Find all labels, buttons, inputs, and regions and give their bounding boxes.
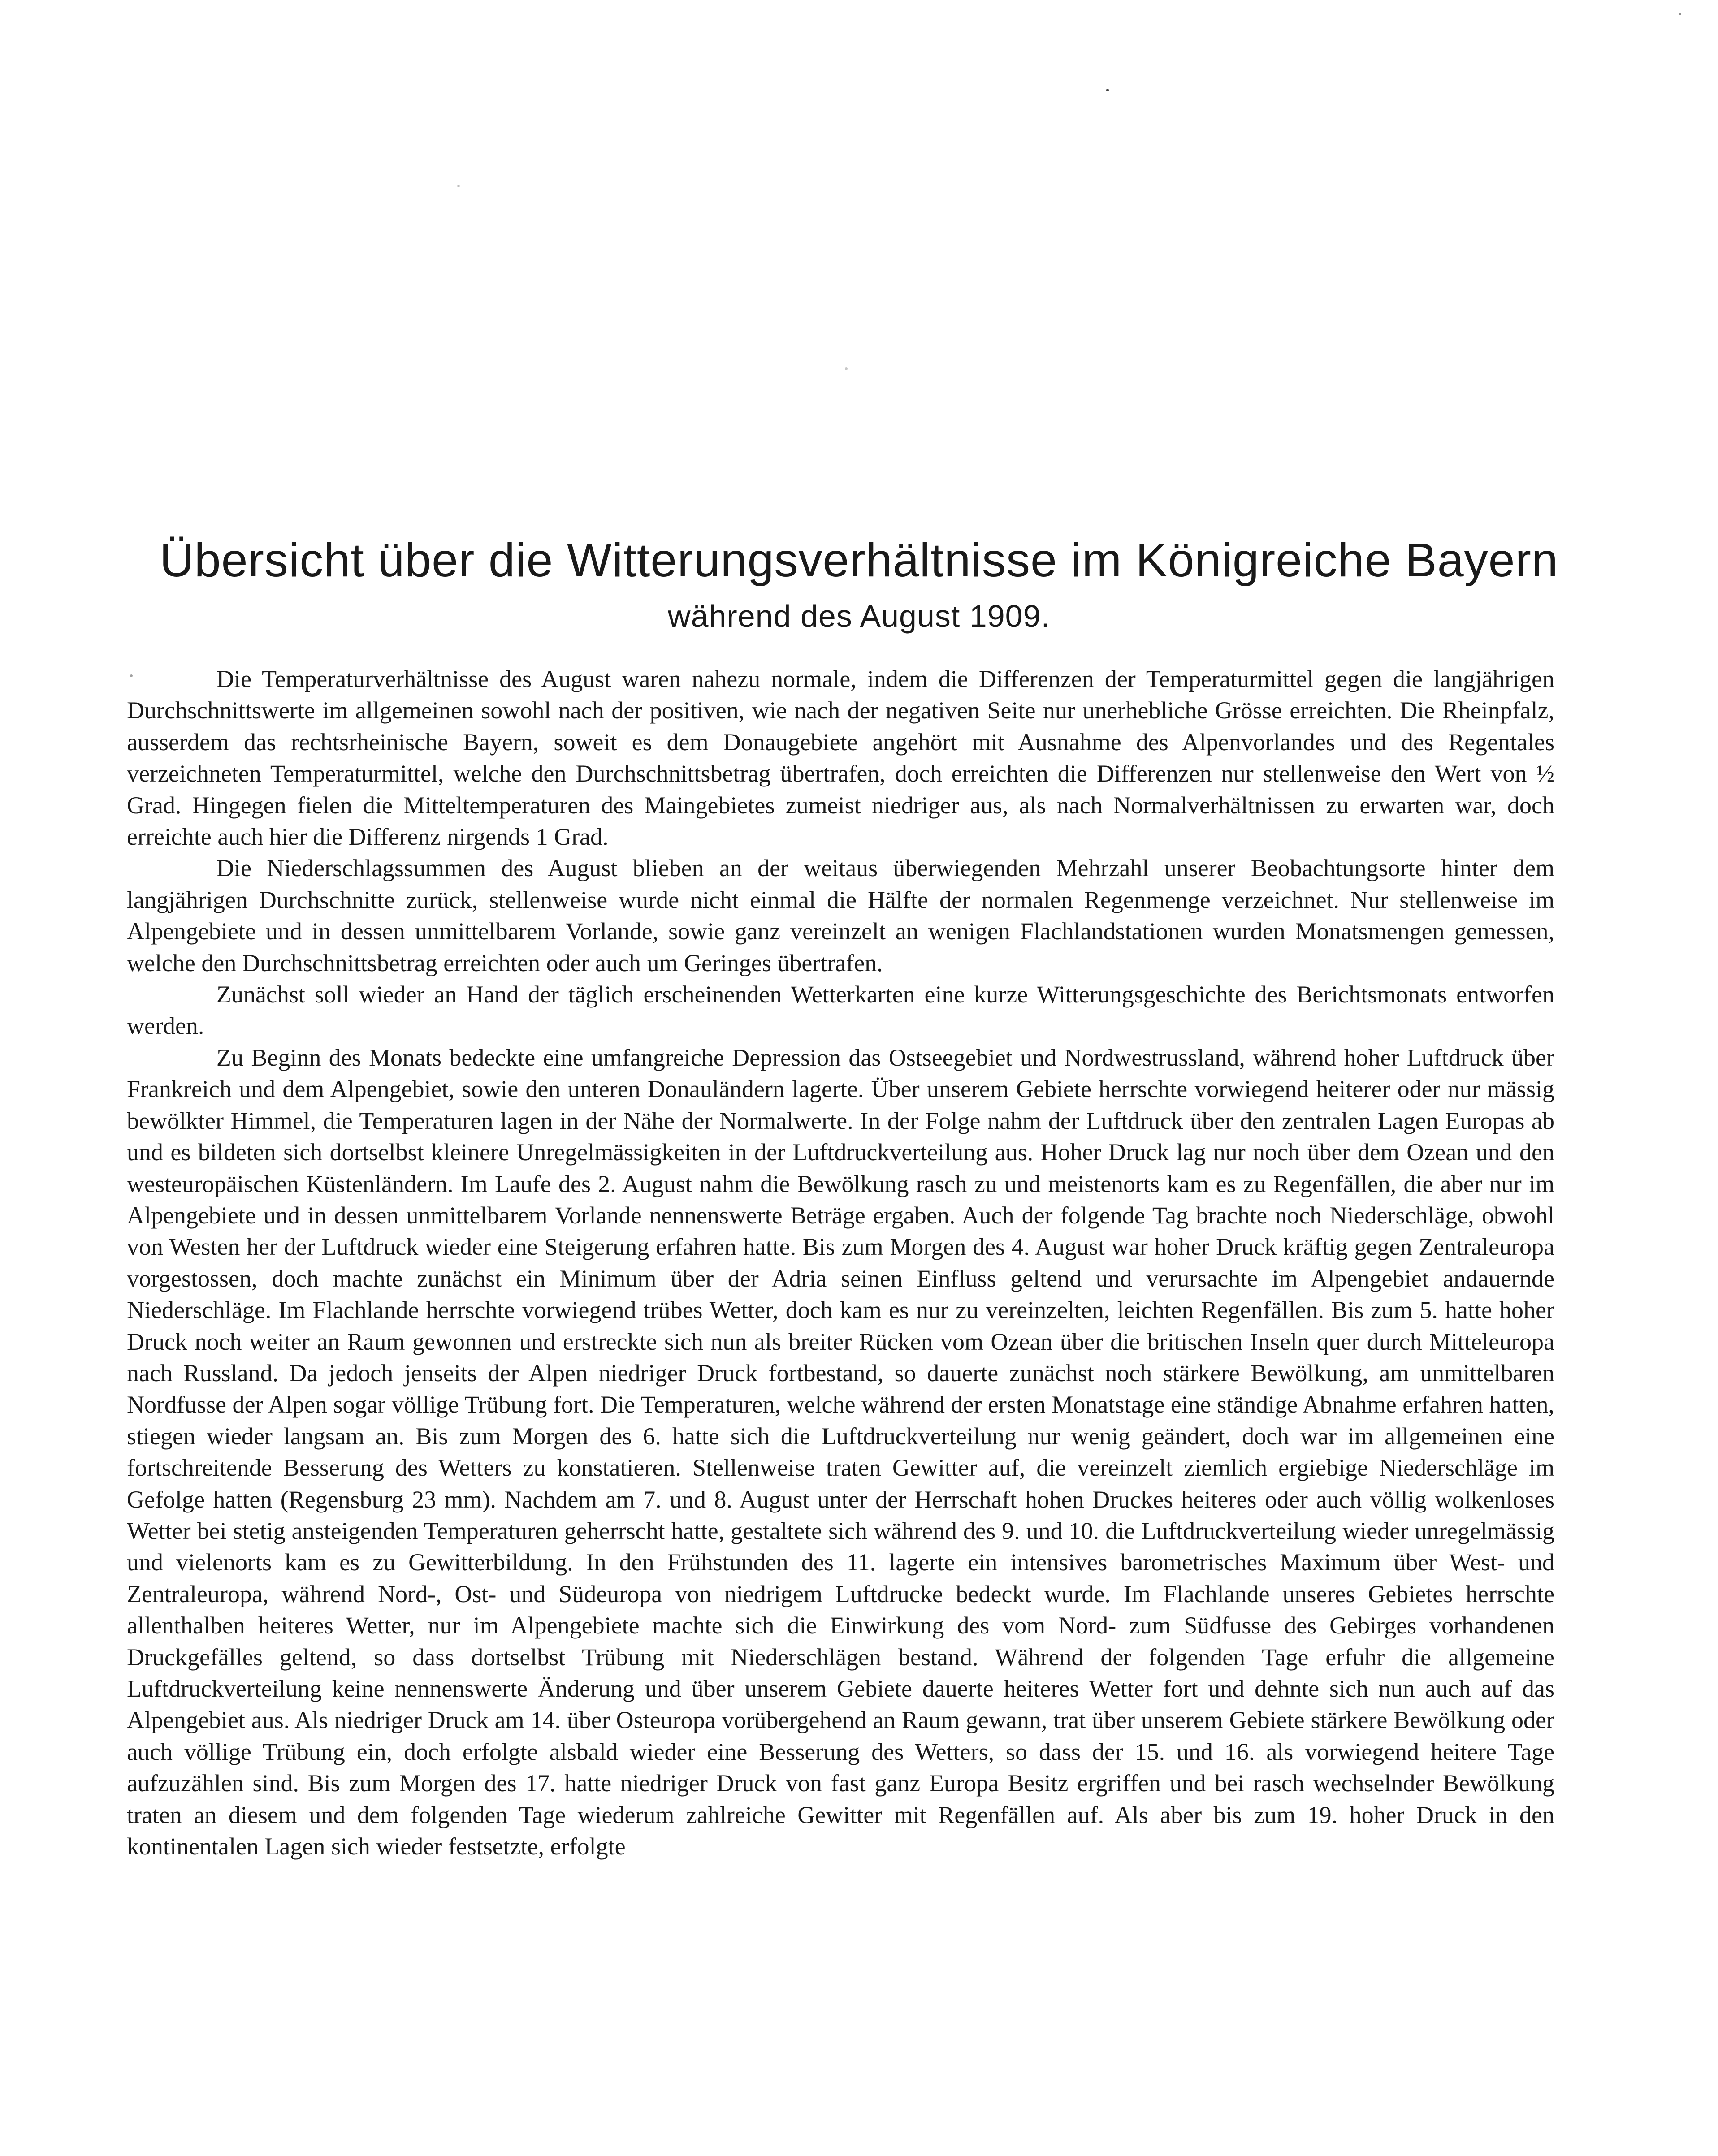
paragraph-precipitation: Die Niederschlagssummen des August blieben an der weitaus überwiegenden Mehrzahl unserer Beobachtungsorte hinter dem langjährigen Durchschnitte zurück, stellenweise wurde nicht einmal die Hälfte der normalen Regenmenge verzeichnet. Nur stellenweise im Alpengebiete und in dessen unmittelbarem Vorlande, sowie ganz vereinzelt an wenigen Flachlandstationen wurden Monatsmengen gemessen, welche den Durchschnittsbetrag erreichten oder auch um Geringes übertrafen. — [127, 855, 1554, 976]
paragraph-temperature: Die Temperaturverhältnisse des August waren nahezu normale, indem die Differenzen der Temperaturmittel gegen die langjährigen Durchschnittswerte im allgemeinen sowohl nach der positiven, wie nach der negativen Seite nur unerhebliche Grösse erreichten. Die Rheinpfalz, ausserdem das rechtsrheinische Bayern, soweit es dem Donaugebiete angehört mit Ausnahme des Alpenvorlandes und des Regentales verzeichneten Temperaturmittel, welche den Durchschnittsbetrag übertrafen, doch erreichten die Differenzen nur stellenweise den Wert von ½ Grad. Hingegen fielen die Mitteltemperaturen des Maingebietes zumeist niedriger aus, als nach Normalverhältnissen zu erwarten war, doch erreichte auch hier die Differenz nirgends 1 Grad. — [127, 665, 1554, 851]
scan-speck — [457, 185, 460, 187]
paragraph-weather-history: Zu Beginn des Monats bedeckte eine umfangreiche Depression das Ostseegebiet und Nordwestrussland, während hoher Luftdruck über Frankreich und dem Alpengebiet, sowie den unteren Donauländern lagerte. Über unserem Gebiete herrschte vorwiegend heiterer oder nur mässig bewölkter Himmel, die Temperaturen lagen in der Nähe der Normalwerte. In der Folge nahm der Luftdruck über den zentralen Lagen Europas ab und es bildeten sich dortselbst kleinere Unregelmässigkeiten in der Luftdruckverteilung aus. Hoher Druck lag nur noch über dem Ozean und den westeuropäischen Küstenländern. Im Laufe des 2. August nahm die Bewölkung rasch zu und meistenorts kam es zu Regenfällen, die aber nur im Alpengebiete und in dessen unmittelbarem Vorlande nennenswerte Beträge ergaben. Auch der folgende Tag brachte noch Niederschläge, obwohl von Westen her der Luftdruck wieder eine Steigerung erfahren hatte. Bis zum Morgen des 4. August war hoher Druck kräftig gegen Zentraleuropa vorgestossen, doch machte zunächst ein Minimum über der Adria seinen Einfluss geltend und verursachte im Alpengebiet andauernde Niederschläge. Im Flachlande herrschte vorwiegend trübes Wetter, doch kam es nur zu vereinzelten, leichten Regenfällen. Bis zum 5. hatte hoher Druck noch weiter an Raum gewonnen und erstreckte sich nun als breiter Rücken vom Ozean über die britischen Inseln quer durch Mitteleuropa nach Russland. Da jedoch jenseits der Alpen niedriger Druck fortbestand, so dauerte zunächst noch stärkere Bewölkung, am unmittelbaren Nordfusse der Alpen sogar völlige Trübung fort. Die Temperaturen, welche während der ersten Monatstage eine ständige Abnahme erfahren hatten, stiegen wieder langsam an. Bis zum Morgen des 6. hatte sich die Luftdruckverteilung nur wenig geändert, doch war im allgemeinen eine fortschreitende Besserung des Wetters zu konstatieren. Stellenweise traten Gewitter auf, die vereinzelt ziemlich ergiebige Niederschläge im Gefolge hatten (Regensburg 23 mm). Nachdem am 7. und 8. August unter der Herrschaft hohen Druckes heiteres oder auch völlig wolkenloses Wetter bei stetig ansteigenden Temperaturen geherrscht hatte, gestaltete sich während des 9. und 10. die Luftdruckverteilung wieder unregelmässig und vielenorts kam es zu Gewitterbildung. In den Frühstunden des 11. lagerte ein intensives barometrisches Maximum über West- und Zentraleuropa, während Nord-, Ost- und Südeuropa von niedrigem Luftdrucke bedeckt wurde. Im Flachlande unseres Gebietes herrschte allenthalben heiteres Wetter, nur im Alpengebiete machte sich die Einwirkung des vom Nord- zum Südfusse des Gebirges vorhandenen Druckgefälles geltend, so dass dortselbst Trübung mit Niederschlägen bestand. Während der folgenden Tage erfuhr die allgemeine Luftdruckverteilung keine nennenswerte Änderung und über unserem Gebiete dauerte heiteres Wetter fort und dehnte sich nun auch auf das Alpengebiet aus. Als niedriger Druck am 14. über Osteuropa vorübergehend an Raum gewann, trat über unserem Gebiete stärkere Bewölkung oder auch völlige Trübung ein, doch erfolgte alsbald wieder eine Besserung des Wetters, so dass der 15. und 16. als vorwiegend heitere Tage aufzuzählen sind. Bis zum Morgen des 17. hatte niedriger Druck von fast ganz Europa Besitz ergriffen und bei rasch wechselnder Bewölkung traten an diesem und dem folgenden Tage wiederum zahlreiche Gewitter mit Regenfällen auf. Als aber bis zum 19. hoher Druck in den kontinentalen Lagen sich wieder festsetzte, erfolgte — [127, 1044, 1554, 1860]
scan-speck — [1106, 89, 1109, 91]
body-text — [127, 663, 1554, 1862]
page-title: Übersicht über die Witterungsverhältnisse im Königreiche Bayern — [160, 534, 1558, 587]
page-subtitle: während des August 1909. — [668, 599, 1050, 634]
paragraph-introduction: Zunächst soll wieder an Hand der täglich erscheinenden Wetterkarten eine kurze Witterungsgeschichte des Berichtsmonats entworfen werden. — [127, 981, 1554, 1040]
scan-speck — [1679, 13, 1681, 15]
scan-speck — [845, 367, 848, 370]
scan-speck — [130, 674, 133, 677]
